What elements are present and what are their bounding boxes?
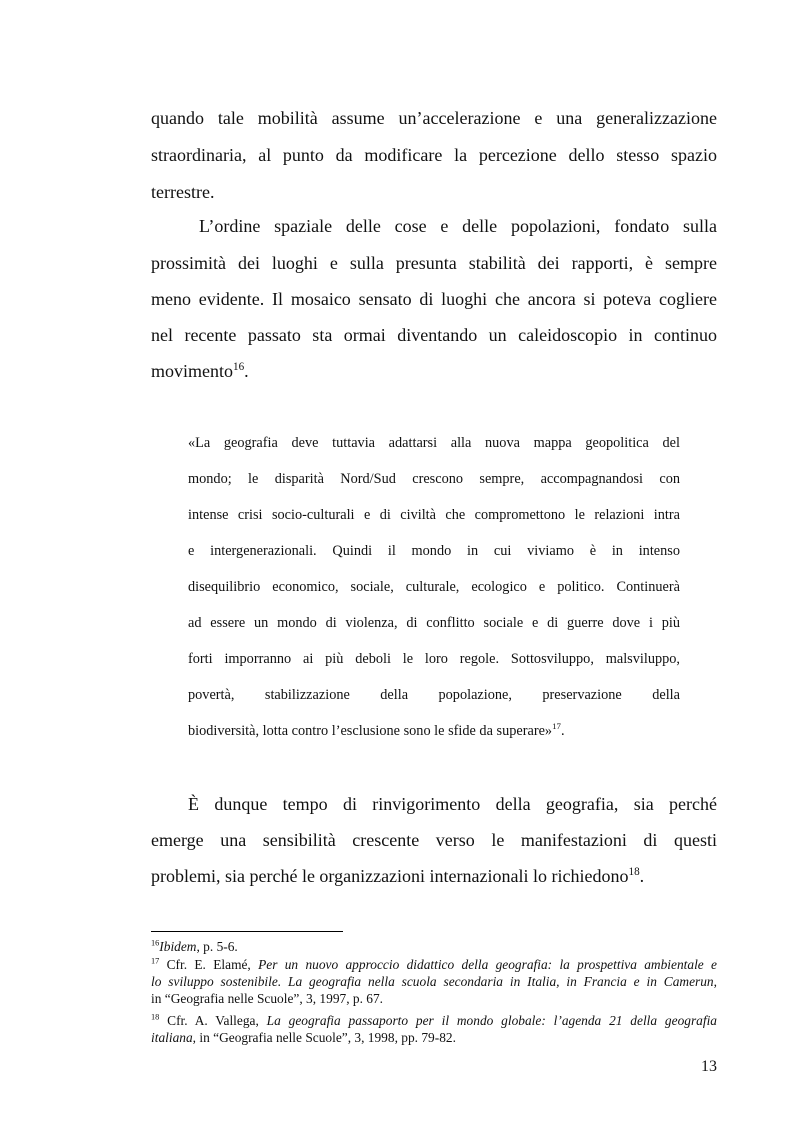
page-number: 13: [701, 1058, 717, 1075]
footnote-18-cont: italiana, in “Geografia nelle Scuole”, 3, 1998, pp. 79-82.: [151, 1030, 456, 1045]
quote-line: mondo; le disparità Nord/Sud crescono sempre, accompagnandosi con: [188, 471, 680, 487]
quote-line: disequilibrio economico, sociale, culturale, ecologico e politico. Continuerà: [188, 579, 680, 595]
footnote-17: $^{17}$ Cfr. E. Elamé, Per un nuovo approccio didattico della geografia: la prospettiva ambientale e: [151, 956, 717, 972]
paragraph-1-line: straordinaria, al punto da modificare la percezione dello stesso spazio: [151, 145, 717, 165]
paragraph-2-line: movimento$^{16}$.: [151, 361, 249, 381]
footnote-separator: [151, 931, 343, 932]
quote-line: e intergenerazionali. Quindi il mondo in cui viviamo è in intenso: [188, 543, 680, 559]
quote-line: biodiversità, lotta contro l’esclusione sono le sfide da superare»$^{17}$.: [188, 721, 565, 739]
paragraph-3-line: È dunque tempo di rinvigorimento della geografia, sia perché: [188, 794, 717, 814]
quote-line: «La geografia deve tuttavia adattarsi alla nuova mappa geopolitica del: [188, 435, 680, 451]
footnote-17-cont: lo sviluppo sostenibile. La geografia nella scuola secondaria in Italia, in Francia e in Camerun,: [151, 974, 717, 989]
footnote-ref-16[interactable]: 16: [233, 361, 245, 373]
quote-line: intense crisi socio-culturali e di civiltà che compromettono le relazioni intra: [188, 507, 680, 523]
footnote-17-cont: in “Geografia nelle Scuole”, 3, 1997, p. 67.: [151, 991, 384, 1006]
quote-line: ad essere un mondo di violenza, di conflitto sociale e di guerre dove i più: [188, 615, 680, 631]
paragraph-3-line: problemi, sia perché le organizzazioni internazionali lo richiedono$^{18}$.: [151, 866, 645, 886]
footnote-18: $^{18}$ Cfr. A. Vallega, La geografia passaporto per il mondo globale: l’agenda 21 della geografia: [151, 1012, 717, 1028]
quote-line: povertà, stabilizzazione della popolazione, preservazione della: [188, 687, 680, 703]
paragraph-2-line: meno evidente. Il mosaico sensato di luoghi che ancora si poteva cogliere: [151, 289, 717, 309]
paragraph-3-line: emerge una sensibilità crescente verso le manifestazioni di questi: [151, 830, 717, 850]
footnote-16: $^{16}$Ibidem, p. 5-6.: [151, 938, 238, 954]
quote-line: forti imporranno ai più deboli le loro regole. Sottosviluppo, malsviluppo,: [188, 651, 680, 667]
paragraph-1-line: quando tale mobilità assume un’accelerazione e una generalizzazione: [151, 108, 717, 128]
paragraph-2-line: L’ordine spaziale delle cose e delle popolazioni, fondato sulla: [199, 216, 717, 236]
paragraph-1-line: terrestre.: [151, 182, 215, 202]
footnote-ref-18[interactable]: 18: [628, 866, 640, 878]
paragraph-2-line: nel recente passato sta ormai diventando un caleidoscopio in continuo: [151, 325, 717, 345]
paragraph-2-line: prossimità dei luoghi e sulla presunta stabilità dei rapporti, è sempre: [151, 253, 717, 273]
footnote-ref-17[interactable]: 17: [552, 721, 561, 732]
